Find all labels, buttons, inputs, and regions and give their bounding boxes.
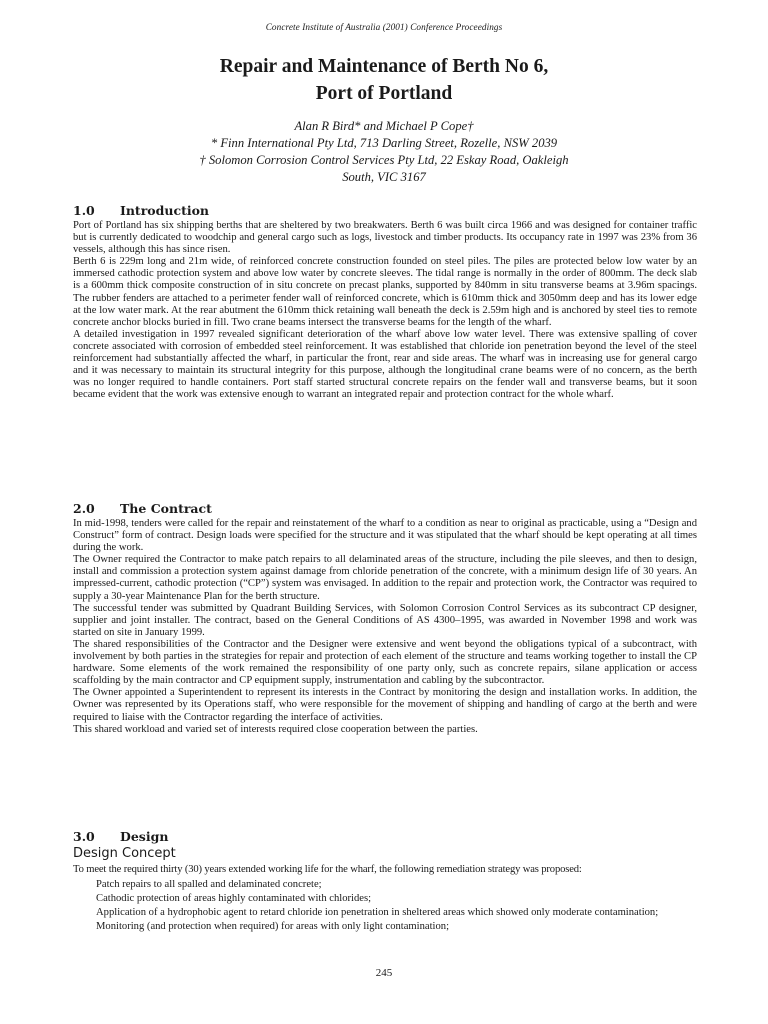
section-title: The Contract — [120, 501, 212, 516]
affiliation-1: * Finn International Pty Ltd, 713 Darling Street, Rozelle, NSW 2039 — [210, 136, 558, 150]
contract-body — [73, 518, 697, 736]
subheading-design-concept: Design Concept — [73, 846, 176, 861]
list-item: Cathodic protection of areas highly contaminated with chlorides; — [96, 893, 372, 905]
paragraph: A detailed investigation in 1997 revealed significant deterioration of the wharf above low water level. There was extensive spalling of cover concrete associated with corrosion of embedded steel reinforcement. It was established that chloride ion penetration beyond the level of the steel reinforcement had substantially affected the wharf, in particular the front, rear and side areas. The wharf was in increasing use for general cargo and it was necessary to maintain its structural integrity for this purpose, although the longitudinal crane beams were of no concern, as the berth was no longer required to handle containers. Port staff started structural concrete repairs on the fender wall and transverse beams, but it soon became evident that the work was extensive enough to warrant an integrated repair and protection contract for the whole wharf. — [73, 328, 697, 401]
affiliation-3: South, VIC 3167 — [342, 170, 426, 184]
paragraph: Port of Portland has six shipping berths that are sheltered by two breakwaters. Berth 6 was built circa 1966 and was designed for container traffic but is currently dedicated to woodchip and general cargo such as logs, livestock and timber products. Its occupancy rate in 1997 was 23% from 36 vessels, although this has since risen. — [73, 220, 697, 256]
section-heading-contract — [73, 501, 212, 516]
affiliation-2: † Solomon Corrosion Control Services Pty Ltd, 22 Eskay Road, Oakleigh — [199, 153, 569, 167]
paragraph: The Owner required the Contractor to make patch repairs to all delaminated areas of the structure, including the pile sleeves, and then to design, install and commission a protection system against damage from chloride penetration of the concrete, with a minimum design life of 30 years. An impressed-current, cathodic protection (“CP”) system was envisaged. In addition to the repair and protection work, the Contractor was required to supply a 30-year Maintenance Plan for the berth structure. — [73, 554, 697, 602]
paragraph: Berth 6 is 229m long and 21m wide, of reinforced concrete construction founded on steel piles. The piles are protected below low water by an immersed cathodic protection system and above low water by concrete sleeves. The tidal range is normally in the order of 800mm. The deck slab is a 600mm thick composite construction of in situ concrete on precast planks, supported by 840mm in situ transverse beams at 3.96m spacings. The rubber fenders are attached to a perimeter fender wall of reinforced concrete, which is 610mm thick and 3050mm deep and has its lower edge at the low water mark. At the rear abutment the 610mm thick retaining wall beneath the deck is 2.59m high and is anchored by steel ties to remote concrete anchor blocks buried in fill. Two crane beams intersect the transverse beams for the length of the wharf. — [73, 256, 697, 328]
section-title: Introduction — [120, 203, 210, 218]
introduction-body — [73, 220, 697, 401]
list-item: Monitoring (and protection when required) for areas with only light contamination; — [96, 921, 450, 933]
title-line-2: Port of Portland — [315, 83, 453, 104]
section-title: Design — [120, 829, 169, 844]
paper-title — [0, 53, 768, 107]
section-number: 3.0 — [73, 829, 95, 844]
paragraph: The Owner appointed a Superintendent to represent its interests in the Contract by monitoring the design and installation works. In addition, the Owner was represented by its Operations staff, who were responsible for the movement of shipping and handling of cargo at the berth and were required to liaise with the Contractor regarding the interface of activities. — [73, 687, 697, 723]
list-item: Application of a hydrophobic agent to retard chloride ion penetration in sheltered areas which showed only moderate contamination; — [96, 907, 659, 919]
design-intro: To meet the required thirty (30) years extended working life for the wharf, the following remediation strategy was proposed: — [73, 864, 582, 875]
paragraph: This shared workload and varied set of interests required close cooperation between the parties. — [73, 723, 478, 735]
running-head: Concrete Institute of Australia (2001) Conference Proceedings — [265, 22, 503, 32]
author-block — [0, 118, 768, 186]
paragraph: In mid-1998, tenders were called for the repair and reinstatement of the wharf to a condition as near to original as practicable, using a “Design and Construct” form of contract. Design loads were specified for the structure and it was stipulated that the wharf should be kept operating at all times during the work. — [73, 518, 697, 554]
paragraph: The successful tender was submitted by Quadrant Building Services, with Solomon Corrosion Control Services as its subcontract CP designer, supplier and joint installer. The contract, based on the General Conditions of AS 4300–1995, was awarded in November 1998 and work was started on site in January 1999. — [73, 602, 697, 638]
paragraph: The shared responsibilities of the Contractor and the Designer were extensive and went beyond the obligations typical of a subcontract, with involvement by both parties in the strategies for repair and protection of each element of the structure and teams working together to install the CP hardware. Some elements of the work remained the responsibility of one party only, such as concrete repairs, silane application or access scaffolding by the main contractor and CP equipment supply, instrumentation and cabling by the subcontractor. — [73, 638, 697, 687]
section-heading-introduction — [73, 203, 209, 218]
section-number: 2.0 — [73, 501, 95, 516]
section-heading-design — [73, 829, 168, 844]
list-item: Patch repairs to all spalled and delaminated concrete; — [96, 879, 322, 890]
page-number: 245 — [375, 967, 393, 979]
title-line-1: Repair and Maintenance of Berth No 6, — [219, 56, 549, 77]
remediation-list — [96, 879, 697, 935]
author-names: Alan R Bird* and Michael P Cope† — [294, 119, 474, 133]
section-number: 1.0 — [73, 203, 95, 218]
